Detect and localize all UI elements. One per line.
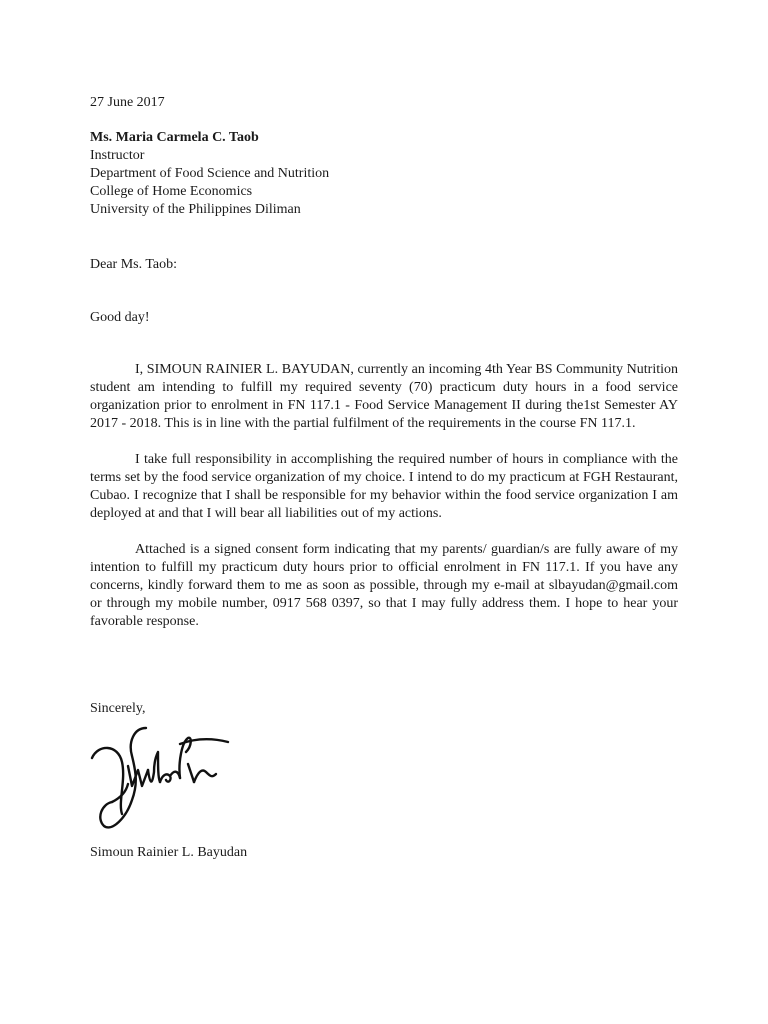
recipient-university: University of the Philippines Diliman — [90, 202, 301, 217]
body-paragraph: Attached is a signed consent form indicating that my parents/ guardian/s are fully aware of my intention to fulfill my practicum duty hours prior to official enrolment in FN 117.1. If you have any concerns, kindly forward them to me as soon as possible, through my e-mail at slbayudan@gmail.com or through my mobile number, 0917 568 0397, so that I may fully address them. I hope to hear your favorable response. — [90, 542, 678, 629]
letter-body — [90, 361, 678, 649]
closing: Sincerely, — [90, 701, 146, 716]
recipient-name: Ms. Maria Carmela C. Taob — [90, 130, 259, 145]
letter-date: 27 June 2017 — [90, 95, 165, 110]
recipient-title: Instructor — [90, 148, 145, 163]
signer-name: Simoun Rainier L. Bayudan — [90, 845, 248, 860]
body-paragraph: I, SIMOUN RAINIER L. BAYUDAN, currently an incoming 4th Year BS Community Nutrition student am intending to fulfill my required seventy (70) practicum duty hours in a food service organization prior to enrolment in FN 117.1 - Food Service Management II during the1st Semester AY 2017 - 2018. This is in line with the partial fulfilment of the requirements in the course FN 117.1. — [90, 362, 678, 431]
handwritten-signature — [88, 722, 233, 837]
salutation: Dear Ms. Taob: — [90, 257, 178, 272]
recipient-block — [90, 129, 329, 219]
body-paragraph: I take full responsibility in accomplishing the required number of hours in compliance with the terms set by the food service organization of my choice. I intend to do my practicum at FGH Restaurant, Cubao. I recognize that I shall be responsible for my behavior within the food service organization I am deployed at and that I will bear all liabilities out of my actions. — [90, 452, 678, 521]
recipient-college: College of Home Economics — [90, 184, 253, 199]
recipient-department: Department of Food Science and Nutrition — [90, 166, 330, 181]
greeting: Good day! — [90, 310, 150, 325]
